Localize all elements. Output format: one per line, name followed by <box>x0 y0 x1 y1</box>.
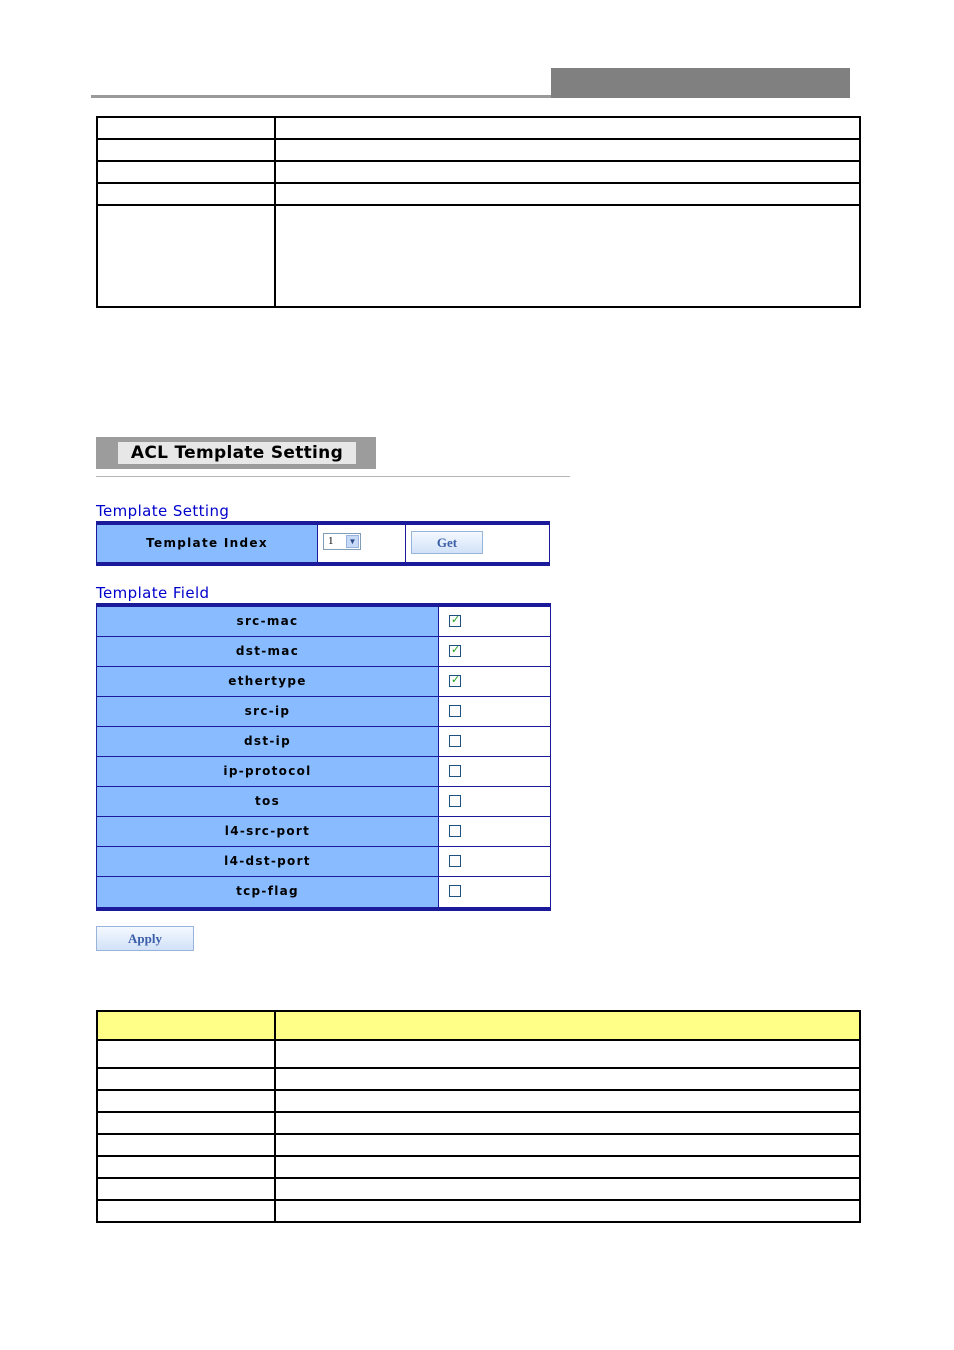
bottom-description-table <box>96 1010 861 1223</box>
field-name: src-ip <box>97 697 439 726</box>
template-index-select[interactable] <box>323 533 361 550</box>
field-name: dst-mac <box>97 637 439 666</box>
table-header-row <box>97 1011 860 1040</box>
field-name: l4-dst-port <box>97 847 439 876</box>
template-setting-table <box>96 521 550 566</box>
field-row-src-mac <box>97 607 550 637</box>
table-row <box>97 1156 860 1178</box>
header-bar <box>551 68 850 98</box>
top-description-table <box>96 116 861 308</box>
template-field-table <box>96 603 551 911</box>
table-row <box>97 1134 860 1156</box>
table-row <box>97 183 860 205</box>
template-index-label: Template Index <box>97 525 318 562</box>
field-row-src-ip <box>97 697 550 727</box>
acl-title-block <box>96 437 376 469</box>
template-field-heading: Template Field <box>96 584 210 602</box>
table-row <box>97 205 860 307</box>
page-title: ACL Template Setting <box>118 442 356 464</box>
field-row-tcp-flag <box>97 877 550 907</box>
chevron-down-icon[interactable]: ▼ <box>346 535 359 548</box>
title-divider <box>96 476 570 477</box>
table-row <box>97 117 860 139</box>
table-row <box>97 1090 860 1112</box>
table-row <box>97 139 860 161</box>
checkbox-src-ip[interactable] <box>449 705 461 717</box>
table-row <box>97 1200 860 1222</box>
checkbox-tcp-flag[interactable] <box>449 885 461 897</box>
header-rule <box>91 95 551 98</box>
field-row-ethertype <box>97 667 550 697</box>
table-row <box>97 1178 860 1200</box>
checkbox-src-mac[interactable] <box>449 615 461 627</box>
field-name: ip-protocol <box>97 757 439 786</box>
checkmark-icon: ✓ <box>451 643 461 656</box>
checkbox-l4-src-port[interactable] <box>449 825 461 837</box>
checkbox-dst-mac[interactable] <box>449 645 461 657</box>
field-row-tos <box>97 787 550 817</box>
field-name: tcp-flag <box>97 877 439 907</box>
checkbox-l4-dst-port[interactable] <box>449 855 461 867</box>
table-row <box>97 1068 860 1090</box>
checkbox-ethertype[interactable] <box>449 675 461 687</box>
template-index-value: 1 <box>328 535 334 547</box>
field-name: src-mac <box>97 607 439 636</box>
checkmark-icon: ✓ <box>451 613 461 626</box>
table-row <box>97 1040 860 1068</box>
template-setting-heading: Template Setting <box>96 502 230 520</box>
table-row <box>97 161 860 183</box>
field-name: tos <box>97 787 439 816</box>
get-button[interactable]: Get <box>411 531 483 554</box>
apply-button[interactable]: Apply <box>96 926 194 951</box>
checkbox-tos[interactable] <box>449 795 461 807</box>
cell-divider <box>405 525 406 562</box>
field-row-ip-protocol <box>97 757 550 787</box>
field-row-l4-src-port <box>97 817 550 847</box>
checkbox-ip-protocol[interactable] <box>449 765 461 777</box>
field-name: ethertype <box>97 667 439 696</box>
field-name: l4-src-port <box>97 817 439 846</box>
field-row-dst-mac <box>97 637 550 667</box>
checkbox-dst-ip[interactable] <box>449 735 461 747</box>
field-name: dst-ip <box>97 727 439 756</box>
field-row-l4-dst-port <box>97 847 550 877</box>
table-row <box>97 1112 860 1134</box>
field-row-dst-ip <box>97 727 550 757</box>
checkmark-icon: ✓ <box>451 673 461 686</box>
